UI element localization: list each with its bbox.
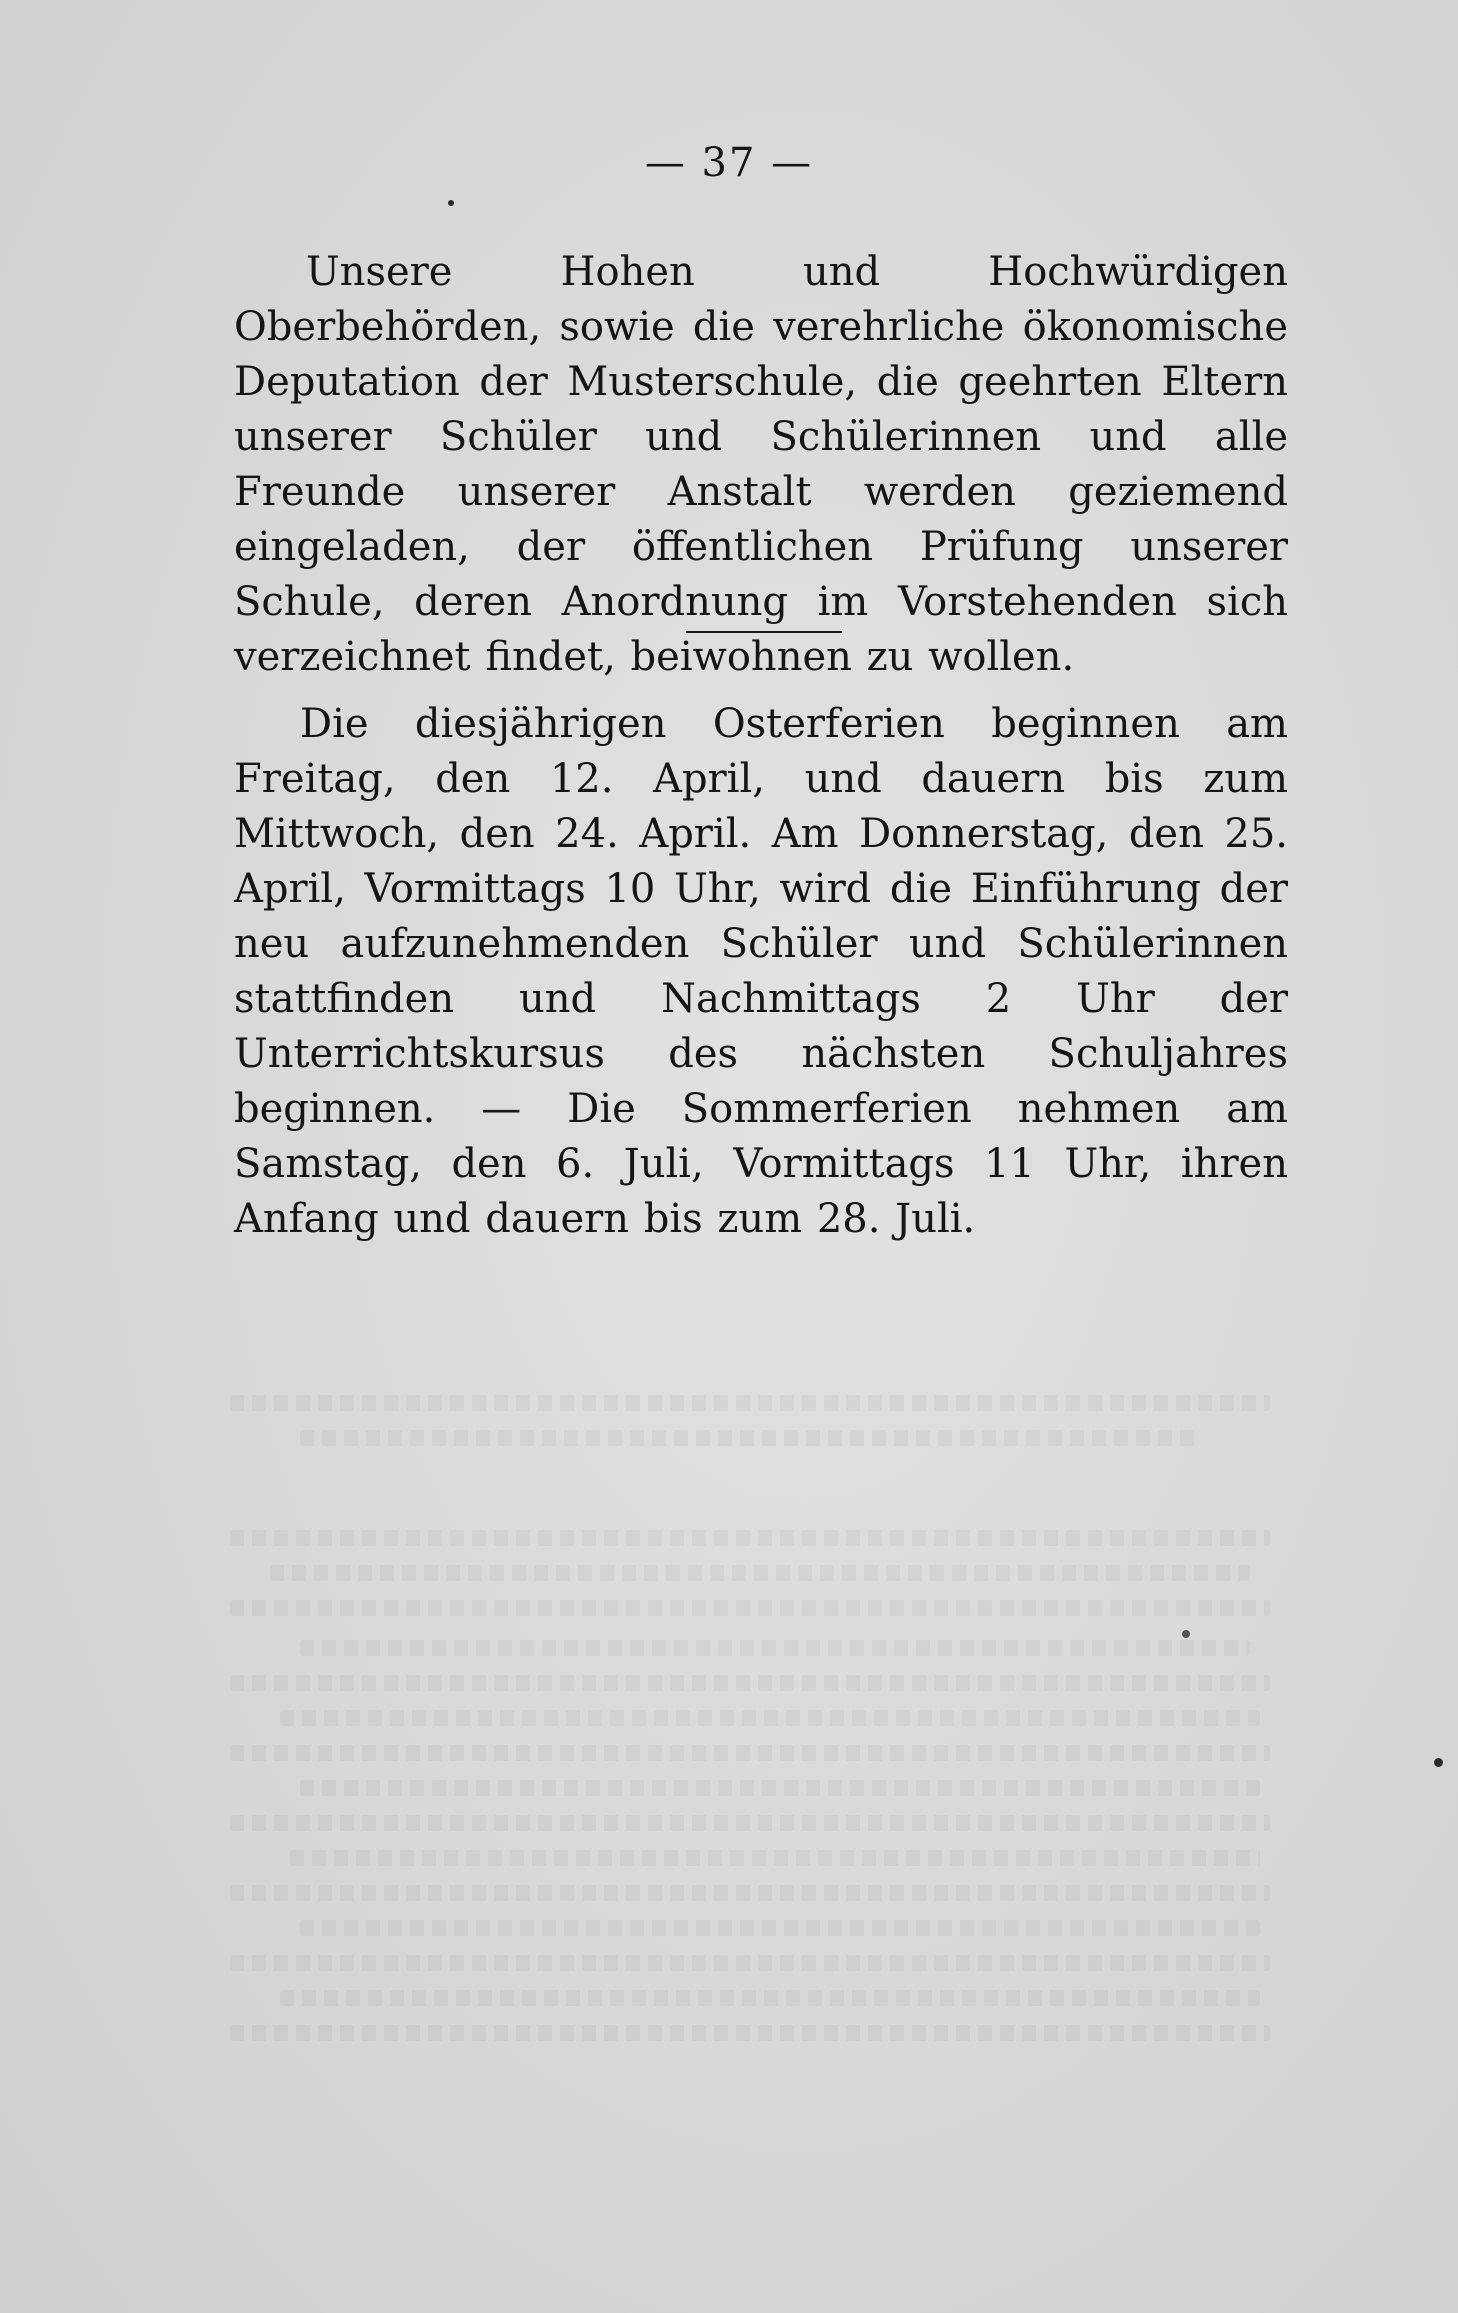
ink-speck — [448, 200, 454, 206]
show-through-text — [280, 1710, 1260, 1726]
ink-speck — [1434, 1758, 1443, 1767]
show-through-text — [300, 1640, 1250, 1656]
show-through-text — [230, 1815, 1270, 1831]
show-through-text — [230, 1675, 1270, 1691]
show-through-text — [230, 1530, 1270, 1546]
show-through-text — [230, 1955, 1270, 1971]
ink-speck — [1182, 1630, 1190, 1638]
show-through-text — [270, 1565, 1250, 1581]
show-through-text — [230, 1745, 1270, 1761]
show-through-text — [290, 1850, 1260, 1866]
show-through-text — [280, 1990, 1260, 2006]
holiday-paragraph: Die diesjährigen Osterferien beginnen am Freitag, den 12. April, und dauern bis zum Mittwoch, den 24. April. Am Donnerstag, den 25. April, Vormittags 10 Uhr, wird die Einführung der neu aufzunehmenden Schüler und Schülerinnen stattfinden und Nachmittags 2 Uhr der Unterrichtskursus des nächsten Schuljahres beginnen. — Die Sommerferien nehmen am Samstag, den 6. Juli, Vormittags 11 Uhr, ihren Anfang und dauern bis zum 28. Juli. — [234, 701, 1288, 1242]
show-through-text — [300, 1780, 1260, 1796]
show-through-text — [300, 1920, 1260, 1936]
show-through-text — [300, 1430, 1200, 1446]
page-number: — 37 — — [644, 140, 814, 186]
section-divider — [686, 631, 842, 633]
show-through-text — [230, 1885, 1270, 1901]
invitation-paragraph: Unsere Hohen und Hochwürdigen Oberbehörden, sowie die verehrliche ökonomische Deputation der Musterschule, die geehrten Eltern unserer Schüler und Schülerinnen und alle Freunde unserer Anstalt werden geziemend eingeladen, der öffentlichen Prüfung unserer Schule, deren Anordnung im Vorstehenden sich verzeichnet findet, beiwohnen zu wollen. — [234, 249, 1288, 680]
show-through-text — [230, 1600, 1270, 1616]
show-through-text — [230, 2025, 1270, 2041]
show-through-text — [230, 1395, 1270, 1411]
